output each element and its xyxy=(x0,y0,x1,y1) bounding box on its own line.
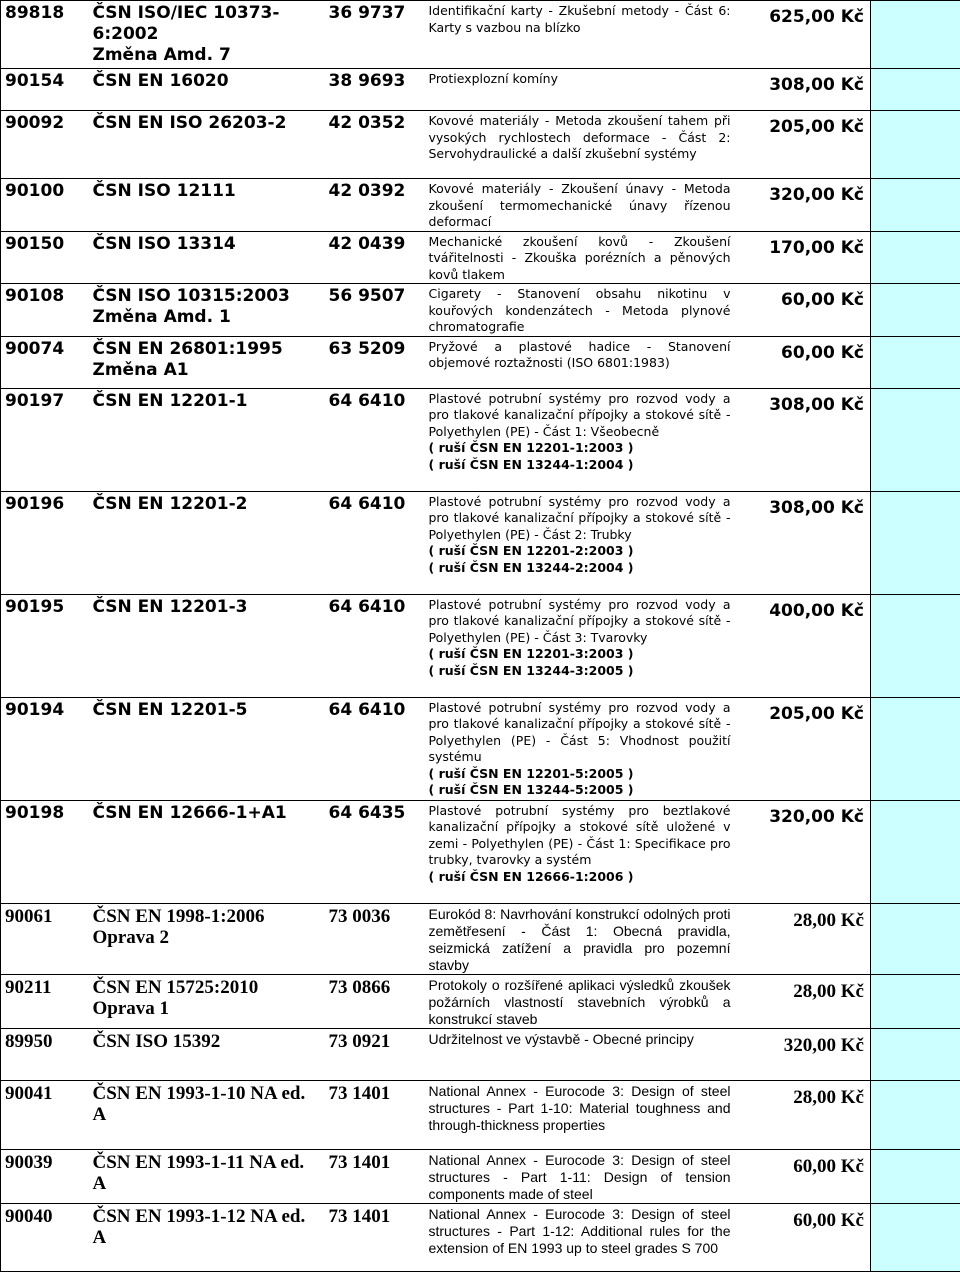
catalog-number: 90197 xyxy=(1,388,89,491)
title-text: Eurokód 8: Navrhování konstrukcí odolných proti zemětřesení - Část 1: Obecná pravidla, seizmická zatížení a pravidla pro pozemní stavby xyxy=(428,905,731,973)
classification-code: 73 1401 xyxy=(325,1149,425,1203)
catalog-number: 90154 xyxy=(1,69,89,111)
table-row xyxy=(1,69,960,111)
classification-code: 73 1401 xyxy=(325,1203,425,1271)
title-text: Plastové potrubní systémy pro rozvod vody a pro tlakové kanalizační přípojky a stokové sítě - Polyethylen (PE) - Část 1: Všeobecně xyxy=(428,390,731,439)
table-row xyxy=(1,800,960,903)
blank-column xyxy=(871,491,960,594)
blank-column xyxy=(871,69,960,111)
standard-designation: ČSN EN 12201-3 xyxy=(89,594,325,697)
title-text: National Annex - Eurocode 3: Design of steel structures - Part 1-11: Design of tension components made of steel xyxy=(428,1151,731,1202)
standard-designation: ČSN EN 15725:2010 Oprava 1 xyxy=(89,974,325,1028)
table-row xyxy=(1,491,960,594)
catalog-number: 90041 xyxy=(1,1080,89,1149)
blank-column xyxy=(871,1149,960,1203)
table-row xyxy=(1,1203,960,1271)
standards-table-body xyxy=(1,1,960,1272)
blank-column xyxy=(871,1028,960,1080)
catalog-number: 90100 xyxy=(1,179,89,232)
catalog-number: 90195 xyxy=(1,594,89,697)
price: 28,00 Kč xyxy=(735,903,871,974)
table-row xyxy=(1,1149,960,1203)
table-row xyxy=(1,111,960,179)
blank-column xyxy=(871,594,960,697)
table-row xyxy=(1,284,960,337)
annulment-note: ( ruší ČSN EN 12201-2:2003 ) ( ruší ČSN EN 13244-2:2004 ) xyxy=(428,543,634,575)
price: 205,00 Kč xyxy=(735,111,871,179)
classification-code: 73 0036 xyxy=(325,903,425,974)
classification-code: 42 0392 xyxy=(325,179,425,232)
classification-code: 64 6410 xyxy=(325,388,425,491)
standard-designation: ČSN EN 1993-1-10 NA ed. A xyxy=(89,1080,325,1149)
annulment-note: ( ruší ČSN EN 12201-3:2003 ) ( ruší ČSN EN 13244-3:2005 ) xyxy=(428,646,634,678)
catalog-number: 90196 xyxy=(1,491,89,594)
table-row xyxy=(1,1028,960,1080)
title-text: Udržitelnost ve výstavbě - Obecné principy xyxy=(428,1030,694,1047)
table-row xyxy=(1,1080,960,1149)
classification-code: 64 6435 xyxy=(325,800,425,903)
standard-designation: ČSN EN 12201-2 xyxy=(89,491,325,594)
standard-designation: ČSN ISO 15392 xyxy=(89,1028,325,1080)
blank-column xyxy=(871,111,960,179)
standard-designation: ČSN EN 16020 xyxy=(89,69,325,111)
table-row xyxy=(1,594,960,697)
classification-code: 38 9693 xyxy=(325,69,425,111)
standard-title xyxy=(425,491,735,594)
catalog-number: 90092 xyxy=(1,111,89,179)
standard-title xyxy=(425,388,735,491)
blank-column xyxy=(871,800,960,903)
title-text: Identifikační karty - Zkušební metody - Část 6: Karty s vazbou na blízko xyxy=(428,3,731,35)
title-text: Plastové potrubní systémy pro beztlakové kanalizační přípojky a stokové sítě uložené v zemi - Polyethylen (PE) - Část 1: Specifikace pro trubky, tvarovky a systém xyxy=(428,802,731,867)
standard-title xyxy=(425,1203,735,1271)
standard-title xyxy=(425,111,735,179)
classification-code: 73 0866 xyxy=(325,974,425,1028)
standard-designation: ČSN ISO 13314 xyxy=(89,231,325,284)
standard-designation: ČSN EN 1993-1-11 NA ed. A xyxy=(89,1149,325,1203)
annulment-note: ( ruší ČSN EN 12201-1:2003 ) ( ruší ČSN EN 13244-1:2004 ) xyxy=(428,440,634,472)
classification-code: 63 5209 xyxy=(325,336,425,388)
standard-designation: ČSN EN ISO 26203-2 xyxy=(89,111,325,179)
catalog-number: 90194 xyxy=(1,697,89,800)
price: 320,00 Kč xyxy=(735,1028,871,1080)
price: 320,00 Kč xyxy=(735,179,871,232)
catalog-number: 90039 xyxy=(1,1149,89,1203)
blank-column xyxy=(871,284,960,337)
standard-title xyxy=(425,1080,735,1149)
title-text: Pryžové a plastové hadice - Stanovení objemové roztažnosti (ISO 6801:1983) xyxy=(428,338,731,370)
standard-designation: ČSN ISO 10315:2003 Změna Amd. 1 xyxy=(89,284,325,337)
table-row xyxy=(1,1,960,69)
price: 60,00 Kč xyxy=(735,1149,871,1203)
standard-designation: ČSN EN 26801:1995 Změna A1 xyxy=(89,336,325,388)
title-text: Plastové potrubní systémy pro rozvod vody a pro tlakové kanalizační přípojky a stokové sítě - Polyethylen (PE) - Část 3: Tvarovky xyxy=(428,596,731,645)
standard-title xyxy=(425,231,735,284)
standard-title xyxy=(425,594,735,697)
catalog-number: 89818 xyxy=(1,1,89,69)
title-text: Protiexplozní komíny xyxy=(428,71,558,86)
price: 308,00 Kč xyxy=(735,388,871,491)
price: 308,00 Kč xyxy=(735,69,871,111)
standard-designation: ČSN EN 1993-1-12 NA ed. A xyxy=(89,1203,325,1271)
standard-title xyxy=(425,69,735,111)
standard-designation: ČSN EN 1998-1:2006 Oprava 2 xyxy=(89,903,325,974)
blank-column xyxy=(871,974,960,1028)
standard-designation: ČSN EN 12201-5 xyxy=(89,697,325,800)
price: 400,00 Kč xyxy=(735,594,871,697)
blank-column xyxy=(871,231,960,284)
title-text: Mechanické zkoušení kovů - Zkoušení tvářitelnosti - Zkouška porézních a pěnových kovů tlakem xyxy=(428,233,731,282)
standard-designation: ČSN EN 12201-1 xyxy=(89,388,325,491)
classification-code: 64 6410 xyxy=(325,697,425,800)
price: 60,00 Kč xyxy=(735,284,871,337)
table-row xyxy=(1,336,960,388)
standard-designation: ČSN ISO 12111 xyxy=(89,179,325,232)
title-text: Kovové materiály - Zkoušení únavy - Metoda zkoušení termomechanické únavy řízenou deformací xyxy=(428,181,731,229)
standard-title xyxy=(425,284,735,337)
price: 320,00 Kč xyxy=(735,800,871,903)
table-row xyxy=(1,231,960,284)
table-row xyxy=(1,388,960,491)
catalog-number: 90211 xyxy=(1,974,89,1028)
catalog-number: 90108 xyxy=(1,284,89,337)
classification-code: 42 0439 xyxy=(325,231,425,284)
title-text: Kovové materiály - Metoda zkoušení tahem při vysokých rychlostech deformace - Část 2: Servohydraulické a další zkušební systémy xyxy=(428,113,731,161)
catalog-number: 90150 xyxy=(1,231,89,284)
catalog-number: 90040 xyxy=(1,1203,89,1271)
standard-title xyxy=(425,800,735,903)
title-text: Plastové potrubní systémy pro rozvod vody a pro tlakové kanalizační přípojky a stokové sítě - Polyethylen (PE) - Část 2: Trubky xyxy=(428,493,731,542)
table-row xyxy=(1,179,960,232)
blank-column xyxy=(871,1203,960,1271)
price: 28,00 Kč xyxy=(735,1080,871,1149)
classification-code: 36 9737 xyxy=(325,1,425,69)
standard-title xyxy=(425,1028,735,1080)
standard-title xyxy=(425,1,735,69)
standard-designation: ČSN ISO/IEC 10373-6:2002 Změna Amd. 7 xyxy=(89,1,325,69)
classification-code: 73 1401 xyxy=(325,1080,425,1149)
catalog-number: 90198 xyxy=(1,800,89,903)
title-text: Protokoly o rozšířené aplikaci výsledků zkoušek požárních vlastností stavebních výrobků a konstrukcí staveb xyxy=(428,976,731,1027)
catalog-number: 90061 xyxy=(1,903,89,974)
annulment-note: ( ruší ČSN EN 12201-5:2005 ) ( ruší ČSN EN 13244-5:2005 ) xyxy=(428,765,634,797)
standard-designation: ČSN EN 12666-1+A1 xyxy=(89,800,325,903)
standard-title xyxy=(425,697,735,800)
price: 60,00 Kč xyxy=(735,1203,871,1271)
blank-column xyxy=(871,697,960,800)
title-text: Cigarety - Stanovení obsahu nikotinu v kouřových kondenzátech - Metoda plynové chromatografie xyxy=(428,286,731,334)
table-row xyxy=(1,974,960,1028)
price: 60,00 Kč xyxy=(735,336,871,388)
blank-column xyxy=(871,1,960,69)
classification-code: 42 0352 xyxy=(325,111,425,179)
classification-code: 73 0921 xyxy=(325,1028,425,1080)
blank-column xyxy=(871,336,960,388)
title-text: National Annex - Eurocode 3: Design of steel structures - Part 1-12: Additional rules for the extension of EN 1993 up to steel grades S 700 xyxy=(428,1205,731,1256)
classification-code: 56 9507 xyxy=(325,284,425,337)
title-text: Plastové potrubní systémy pro rozvod vody a pro tlakové kanalizační přípojky a stokové sítě - Polyethylen (PE) - Část 5: Vhodnost použití systému xyxy=(428,699,731,764)
price: 170,00 Kč xyxy=(735,231,871,284)
standard-title xyxy=(425,336,735,388)
classification-code: 64 6410 xyxy=(325,491,425,594)
blank-column xyxy=(871,388,960,491)
table-row xyxy=(1,903,960,974)
standard-title xyxy=(425,1149,735,1203)
standard-title xyxy=(425,903,735,974)
catalog-number: 90074 xyxy=(1,336,89,388)
price: 308,00 Kč xyxy=(735,491,871,594)
title-text: National Annex - Eurocode 3: Design of steel structures - Part 1-10: Material toughness and through-thickness properties xyxy=(428,1082,731,1133)
blank-column xyxy=(871,903,960,974)
table-row xyxy=(1,697,960,800)
price: 625,00 Kč xyxy=(735,1,871,69)
classification-code: 64 6410 xyxy=(325,594,425,697)
price: 28,00 Kč xyxy=(735,974,871,1028)
blank-column xyxy=(871,179,960,232)
standard-title xyxy=(425,179,735,232)
annulment-note: ( ruší ČSN EN 12666-1:2006 ) xyxy=(428,868,634,884)
catalog-number: 89950 xyxy=(1,1028,89,1080)
blank-column xyxy=(871,1080,960,1149)
standard-title xyxy=(425,974,735,1028)
price: 205,00 Kč xyxy=(735,697,871,800)
